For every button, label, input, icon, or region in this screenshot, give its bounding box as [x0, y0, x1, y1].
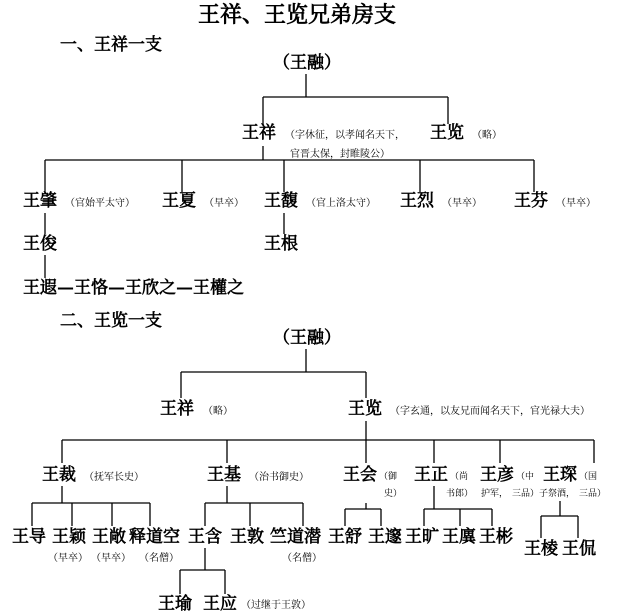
- person-note: 护军，: [481, 489, 509, 499]
- person-wang-dao: 王导: [12, 527, 46, 547]
- person-note: （国: [579, 472, 598, 482]
- person-wang-ying: 王颖: [52, 527, 86, 547]
- person-wang-jun: 王俊: [23, 234, 57, 254]
- section-heading-lan: 二、王览一支: [60, 311, 162, 331]
- person-note: （名僧）: [282, 553, 322, 564]
- person-wang-leng: 王棱: [524, 539, 558, 559]
- person-note: （早卒）: [556, 198, 596, 209]
- person-note: （早卒）: [91, 553, 131, 564]
- person-wang-fu: 王馥: [264, 191, 298, 211]
- person-wang-yan: 王彦: [480, 465, 514, 485]
- person-wang-fen: 王芬: [514, 191, 548, 211]
- person-shi-daokong: 释道空: [129, 527, 180, 547]
- person-wang-zhao: 王肇: [23, 191, 57, 211]
- person-wang-zheng: 王正: [414, 465, 448, 485]
- person-wang-shu: 王舒: [328, 527, 362, 547]
- page-title: 王祥、王览兄弟房支: [198, 2, 397, 28]
- person-wang-gen: 王根: [264, 234, 298, 254]
- person-note: （略）: [472, 130, 502, 141]
- person-wang-han: 王含: [188, 527, 222, 547]
- person-wang-yu: 王瑜: [158, 594, 192, 614]
- person-note: （略）: [203, 406, 233, 417]
- person-note: （治书御史）: [249, 472, 309, 483]
- person-note: （中: [516, 472, 535, 482]
- person-wang-dun: 王敦: [230, 527, 264, 547]
- person-note: （过继于王敦）: [241, 600, 311, 611]
- person-note: 官晋太保，封睢陵公）: [290, 149, 390, 160]
- descendant-chain: 王遐—王恪—王欣之—王權之: [23, 278, 244, 298]
- person-wang-lan: 王览: [348, 399, 382, 419]
- person-note: 三品）: [579, 489, 607, 499]
- person-wang-ying2: 王应: [203, 594, 237, 614]
- person-wang-bin: 王彬: [479, 527, 513, 547]
- person-wang-sui: 王邃: [368, 527, 402, 547]
- person-wang-kan: 王侃: [562, 539, 596, 559]
- person-note: （官上洛太守）: [306, 198, 376, 209]
- root-wang-rong: （王融）: [273, 328, 341, 348]
- person-wang-hui: 王会: [343, 465, 377, 485]
- person-note: （早卒）: [48, 553, 88, 564]
- person-zhu-daoqian: 竺道潜: [270, 527, 321, 547]
- person-wang-cai: 王裁: [42, 465, 76, 485]
- person-wang-xia: 王夏: [162, 191, 196, 211]
- person-wang-ji: 王基: [207, 465, 241, 485]
- person-wang-kuang: 王旷: [405, 527, 439, 547]
- person-note: （字玄通，以友兄而闻名天下，官光禄大夫）: [390, 406, 590, 417]
- person-note: （字休征，以孝闻名天下，: [285, 130, 405, 141]
- person-note: 子祭酒，: [539, 489, 576, 499]
- person-wang-lan: 王览: [430, 123, 464, 143]
- person-note: （早卒）: [442, 198, 482, 209]
- person-wang-xiang: 王祥: [160, 399, 194, 419]
- person-note: （抚军长史）: [84, 472, 144, 483]
- person-note: （官始平太守）: [65, 198, 135, 209]
- person-note: （尚: [450, 472, 469, 482]
- person-wang-chang: 王敞: [92, 527, 126, 547]
- person-note: （御: [379, 472, 398, 482]
- person-note: （名僧）: [139, 553, 179, 564]
- person-wang-lie: 王烈: [400, 191, 434, 211]
- person-note: （早卒）: [204, 198, 244, 209]
- person-note: 史）: [384, 489, 403, 499]
- root-wang-rong: （王融）: [273, 53, 341, 73]
- person-note: 书郎）: [446, 489, 474, 499]
- section-heading-xiang: 一、王祥一支: [60, 35, 162, 55]
- person-wang-yi: 王廙: [442, 527, 476, 547]
- person-wang-xiang: 王祥: [242, 123, 276, 143]
- person-wang-chen: 王琛: [543, 465, 577, 485]
- person-note: 三品）: [512, 489, 540, 499]
